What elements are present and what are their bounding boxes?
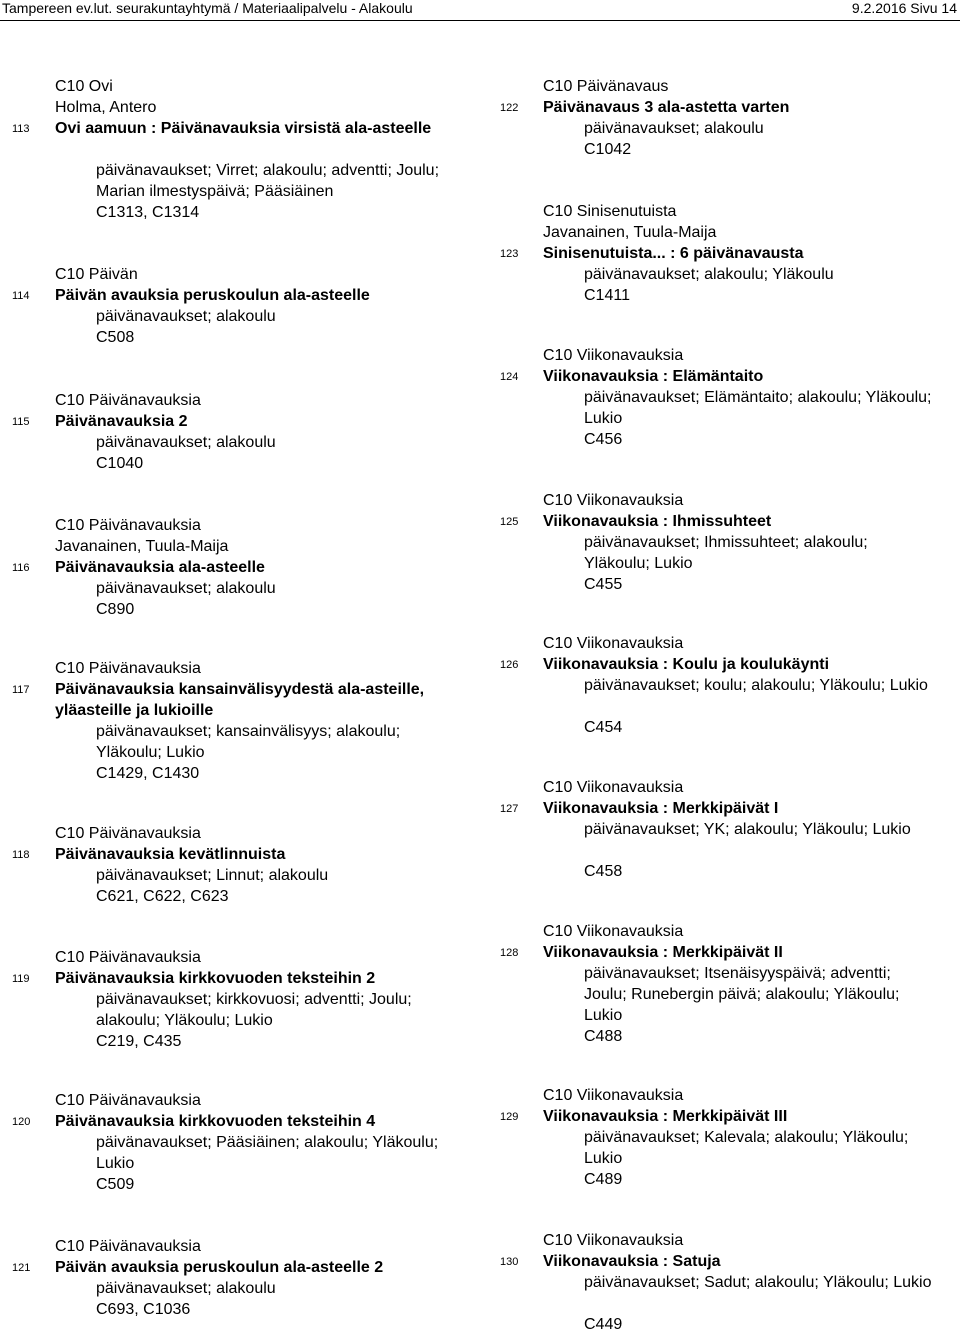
entry-category: C10 Viikonavauksia [543,635,684,652]
entry-number: 119 [12,973,30,985]
entry-category: C10 Päivän [55,266,138,283]
entry-keywords: päivänavaukset; Virret; alakoulu; adventti; Joulu; Marian ilmestyspäivä; Pääsiäinen [96,162,440,200]
entry-number: 123 [500,248,519,260]
entry-title: Päivän avauksia peruskoulun ala-asteelle 2 [55,1259,384,1276]
entry-author: Holma, Antero [55,99,157,116]
entry-title: Ovi aamuun : Päivänavauksia virsistä ala-asteelle [55,120,432,137]
entry-number: 127 [500,803,519,815]
entry-category: C10 Viikonavauksia [543,1232,684,1249]
entry-codes: C458 [584,863,623,880]
entry-category: C10 Päivänavaus [543,78,669,95]
entry-number: 124 [500,371,519,383]
entry-codes: C489 [584,1171,623,1188]
entry-codes: C1411 [584,287,630,304]
entry-number: 128 [500,947,519,959]
entry-number: 129 [500,1111,519,1123]
entry-number: 118 [12,849,30,861]
entry-keywords: päivänavaukset; Elämäntaito; alakoulu; Yläkoulu; Lukio [584,389,932,427]
entry-number: 120 [12,1116,31,1128]
entry-codes: C508 [96,329,135,346]
entry-keywords: päivänavaukset; alakoulu [96,434,276,451]
entry-codes: C509 [96,1176,135,1193]
entry-title: Viikonavauksia : Koulu ja koulukäynti [543,656,830,673]
entry-title: Päivänavauksia kevätlinnuista [55,846,286,863]
entry-keywords: päivänavaukset; alakoulu [584,120,764,137]
entry-category: C10 Sinisenutuista [543,203,677,220]
entry-codes: C621, C622, C623 [96,888,229,905]
entry-codes: C1042 [584,141,632,158]
entry-title: Viikonavauksia : Elämäntaito [543,368,764,385]
entry-title: Päivänavauksia kirkkovuoden teksteihin 2 [55,970,376,987]
header-divider [0,20,960,21]
header-right: 9.2.2016 Sivu 14 [851,0,957,16]
entry-author: Javanainen, Tuula-Maija [543,224,717,241]
entry-codes: C693, C1036 [96,1301,191,1318]
entry-category: C10 Päivänavauksia [55,1092,201,1109]
entry-category: C10 Viikonavauksia [543,492,684,509]
entry-title: Päivänavaus 3 ala-astetta varten [543,99,790,116]
entry-number: 125 [500,516,519,528]
entry-number: 114 [12,290,30,302]
entry-author: Javanainen, Tuula-Maija [55,538,229,555]
entry-title: Sinisenutuista... : 6 päivänavausta [543,245,804,262]
entry-category: C10 Viikonavauksia [543,1087,684,1104]
entry-keywords: päivänavaukset; kansainvälisyys; alakoulu; Yläkoulu; Lukio [96,723,401,761]
entry-keywords: päivänavaukset; Sadut; alakoulu; Yläkoulu; Lukio [584,1274,932,1291]
entry-keywords: päivänavaukset; Pääsiäinen; alakoulu; Yläkoulu; Lukio [96,1134,439,1172]
entry-number: 115 [12,416,30,428]
entry-keywords: päivänavaukset; Kalevala; alakoulu; Yläkoulu; Lukio [584,1129,909,1167]
entry-title: Päivänavauksia 2 [55,413,188,430]
entry-title: Viikonavauksia : Merkkipäivät II [543,944,783,961]
entry-title: Päivänavauksia ala-asteelle [55,559,265,576]
entry-number: 113 [12,123,30,135]
entry-keywords: päivänavaukset; koulu; alakoulu; Yläkoulu; Lukio [584,677,928,694]
entry-category: C10 Viikonavauksia [543,347,684,364]
entry-category: C10 Viikonavauksia [543,923,684,940]
entry-category: C10 Päivänavauksia [55,517,201,534]
entry-codes: C455 [584,576,623,593]
entry-title: Päivänavauksia kansainvälisyydestä ala-asteille, yläasteille ja lukioille [55,681,425,719]
entry-codes: C219, C435 [96,1033,182,1050]
entry-category: C10 Ovi [55,78,113,95]
entry-number: 117 [12,684,30,696]
entry-category: C10 Päivänavauksia [55,1238,201,1255]
entry-keywords: päivänavaukset; alakoulu [96,580,276,597]
entry-codes: C488 [584,1028,623,1045]
entry-number: 130 [500,1256,519,1268]
entry-codes: C449 [584,1316,623,1333]
entry-number: 121 [12,1262,31,1274]
entry-codes: C1040 [96,455,144,472]
entry-keywords: päivänavaukset; alakoulu [96,308,276,325]
entry-keywords: päivänavaukset; alakoulu [96,1280,276,1297]
entry-keywords: päivänavaukset; Linnut; alakoulu [96,867,329,884]
entry-title: Viikonavauksia : Satuja [543,1253,721,1270]
entry-category: C10 Päivänavauksia [55,392,201,409]
entry-category: C10 Päivänavauksia [55,825,201,842]
entry-codes: C1429, C1430 [96,765,200,782]
entry-title: Viikonavauksia : Merkkipäivät I [543,800,779,817]
entry-category: C10 Viikonavauksia [543,779,684,796]
entry-keywords: päivänavaukset; Ihmissuhteet; alakoulu; Yläkoulu; Lukio [584,534,868,572]
entry-keywords: päivänavaukset; alakoulu; Yläkoulu [584,266,834,283]
entry-keywords: päivänavaukset; Itsenäisyyspäivä; adventti; Joulu; Runebergin päivä; alakoulu; Yläkoulu; Lukio [584,965,900,1024]
header-left: Tampereen ev.lut. seurakuntayhtymä / Materiaalipalvelu - Alakoulu [2,0,413,16]
entry-category: C10 Päivänavauksia [55,949,201,966]
entry-title: Viikonavauksia : Ihmissuhteet [543,513,772,530]
entry-number: 126 [500,659,519,671]
entry-number: 122 [500,102,519,114]
entry-keywords: päivänavaukset; kirkkovuosi; adventti; Joulu; alakoulu; Yläkoulu; Lukio [96,991,412,1029]
entry-codes: C1313, C1314 [96,204,200,221]
entry-title: Viikonavauksia : Merkkipäivät III [543,1108,788,1125]
entry-number: 116 [12,562,30,574]
entry-codes: C456 [584,431,623,448]
entry-keywords: päivänavaukset; YK; alakoulu; Yläkoulu; Lukio [584,821,911,838]
entry-codes: C890 [96,601,135,618]
entry-category: C10 Päivänavauksia [55,660,201,677]
entry-title: Päivän avauksia peruskoulun ala-asteelle [55,287,370,304]
entry-title: Päivänavauksia kirkkovuoden teksteihin 4 [55,1113,376,1130]
entry-codes: C454 [584,719,623,736]
